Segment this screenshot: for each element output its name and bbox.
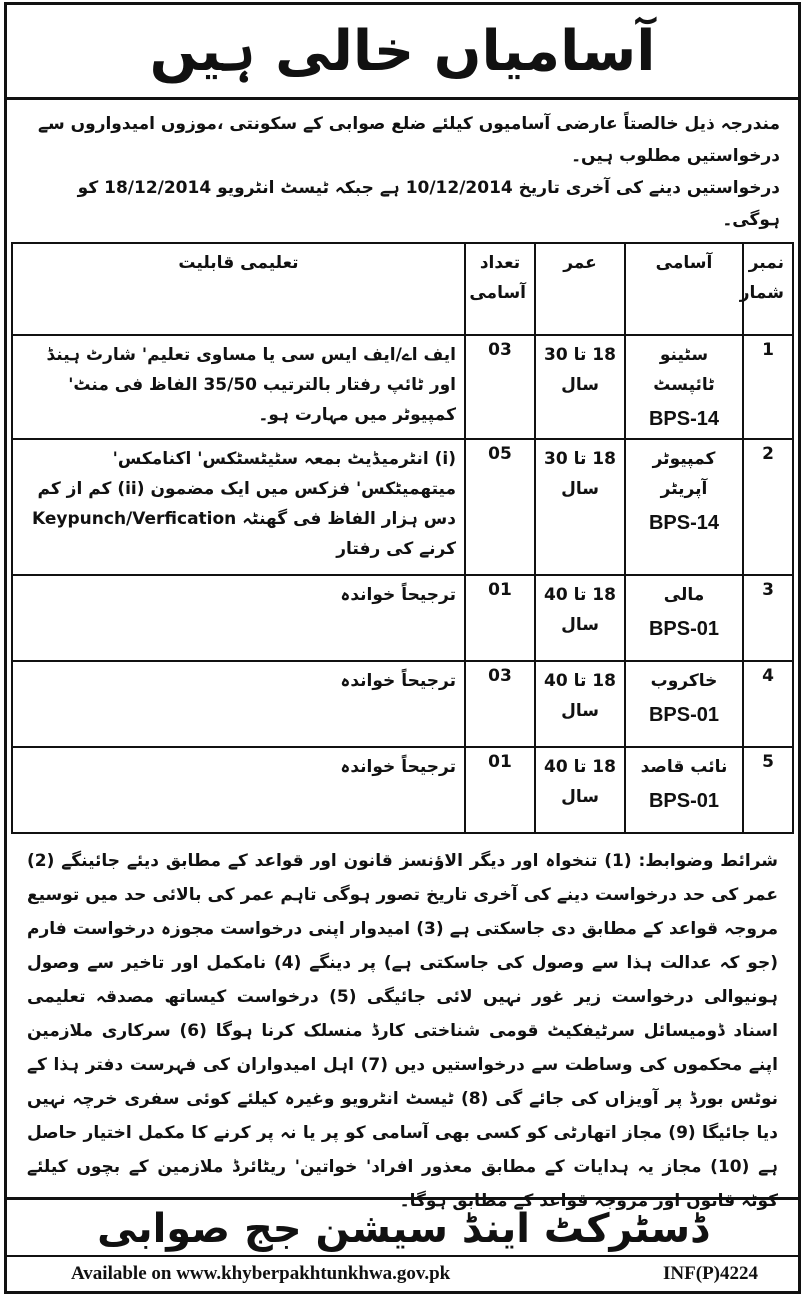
row-post: سٹینو ٹائپسٹ	[653, 345, 715, 395]
header-count: تعداد آسامی	[465, 243, 535, 335]
row-qualification: ترجیحاً خواندہ	[12, 575, 465, 661]
row-bps: BPS-01	[648, 704, 720, 726]
intro-line-2: درخواستیں دینے کی آخری تاریخ 10/12/2014 ہے جبکہ ٹیسٹ انٹرویو 18/12/2014 کو ہوگی۔	[77, 178, 780, 230]
header-age: عمر	[535, 243, 625, 335]
row-bps: BPS-14	[648, 408, 720, 430]
row-bps: BPS-01	[648, 618, 720, 640]
row-post: نائب قاصد	[640, 757, 728, 777]
row-age: 18 تا 40 سال	[535, 747, 625, 833]
footer	[7, 1255, 798, 1291]
row-serial: 2	[743, 439, 793, 575]
row-serial: 4	[743, 661, 793, 747]
row-post: خاکروب	[650, 671, 718, 691]
row-qualification: ترجیحاً خواندہ	[12, 747, 465, 833]
row-serial: 5	[743, 747, 793, 833]
title-band	[7, 5, 798, 100]
row-age: 18 تا 40 سال	[535, 575, 625, 661]
row-serial: 1	[743, 335, 793, 439]
advertisement-page	[4, 2, 801, 1294]
intro-text	[7, 100, 798, 236]
row-qualification: (i) انٹرمیڈیٹ بمعہ سٹیٹسٹکس' اکنامکس' میتھمیٹکس' فزکس میں ایک مضمون (ii) کم از کم دس ہزار الفاظ فی گھنٹہ Keypunch/Verfication کرنے کی رفتار	[12, 439, 465, 575]
row-age: 18 تا 30 سال	[535, 335, 625, 439]
row-bps: BPS-01	[648, 790, 720, 812]
terms-and-conditions: شرائط وضوابط: (1) تنخواہ اور دیگر الاؤنسز قانون اور قواعد کے مطابق دیئے جائینگے (2) عمر کی حد درخواست دینے کی آخری تاریخ تصور ہوگی تاہم عمر کی بالائی حد میں توسیع مروجہ قواعد کے مطابق دی جاسکتی ہے (3) امیدوار اپنی درخواست مجوزہ درخواست فارم (جو کہ عدالت ہذا سے وصول کی جاسکتی ہے) پر دینگے (4) نامکمل اور تاخیر سے وصول ہونیوالی درخواست زیر غور نہیں لائی جائیگی (5) درخواست کیساتھ مصدقہ تعلیمی اسناد ڈومیسائل سرٹیفکیٹ قومی شناختی کارڈ منسلک کرنا ہوگا (6) سرکاری ملازمین اپنے محکموں کی وساطت سے درخواستیں دیں (7) اہل امیدواران کی فہرست دفتر ہذا کے نوٹس بورڈ پر آویزاں کی جائے گی (8) ٹیسٹ انٹرویو وغیرہ کیلئے کوئی سفری خرچہ نہیں دیا جائیگا (9) مجاز اتھارٹی کو کسی بھی آسامی کو پر یا نہ پر کرنے کا مکمل اختیار حاصل ہے (10) مجاز یہ ہدایات کے مطابق معذور افراد' خواتین' ریٹائرڈ ملازمین کے بچوں کیلئے کوٹہ قانون اور مروجہ قواعد کے مطابق ہوگا۔	[27, 851, 778, 1211]
table-row	[12, 335, 793, 439]
header-serial: نمبر شمار	[743, 243, 793, 335]
table-row	[12, 575, 793, 661]
row-count: 01	[465, 747, 535, 833]
table-row	[12, 747, 793, 833]
row-count: 01	[465, 575, 535, 661]
page-title: آسامیاں خالی ہیں	[149, 18, 656, 84]
header-post: آسامی	[625, 243, 743, 335]
row-age: 18 تا 30 سال	[535, 439, 625, 575]
row-age: 18 تا 40 سال	[535, 661, 625, 747]
row-qualification: ایف اے/ایف ایس سی یا مساوی تعلیم' شارٹ ہینڈ اور ٹائپ رفتار بالترتیب 35/50 الفاظ فی منٹ' کمپیوٹر میں مہارت ہو۔	[12, 335, 465, 439]
intro-line-1: مندرجہ ذیل خالصتاً عارضی آسامیوں کیلئے ضلع صوابی کے سکونتی ،موزوں امیدواروں سے درخواستیں مطلوب ہیں۔	[38, 114, 780, 166]
table-row	[12, 439, 793, 575]
availability-note: Available on www.khyberpakhtunkhwa.gov.pk	[71, 1263, 451, 1284]
table-header-row	[12, 243, 793, 335]
header-qualification: تعلیمی قابلیت	[12, 243, 465, 335]
vacancies-table	[11, 242, 794, 834]
row-serial: 3	[743, 575, 793, 661]
row-count: 03	[465, 661, 535, 747]
row-count: 03	[465, 335, 535, 439]
row-bps: BPS-14	[648, 512, 720, 534]
row-count: 05	[465, 439, 535, 575]
inf-number: INF(P)4224	[663, 1263, 758, 1284]
row-post: مالی	[663, 585, 705, 605]
table-row	[12, 661, 793, 747]
signature-band	[7, 1197, 798, 1258]
issuing-authority: ڈسٹرکٹ اینڈ سیشن جج صوابی	[97, 1206, 708, 1252]
row-post: کمپیوٹر آپریٹر	[652, 449, 716, 499]
row-qualification: ترجیحاً خواندہ	[12, 661, 465, 747]
